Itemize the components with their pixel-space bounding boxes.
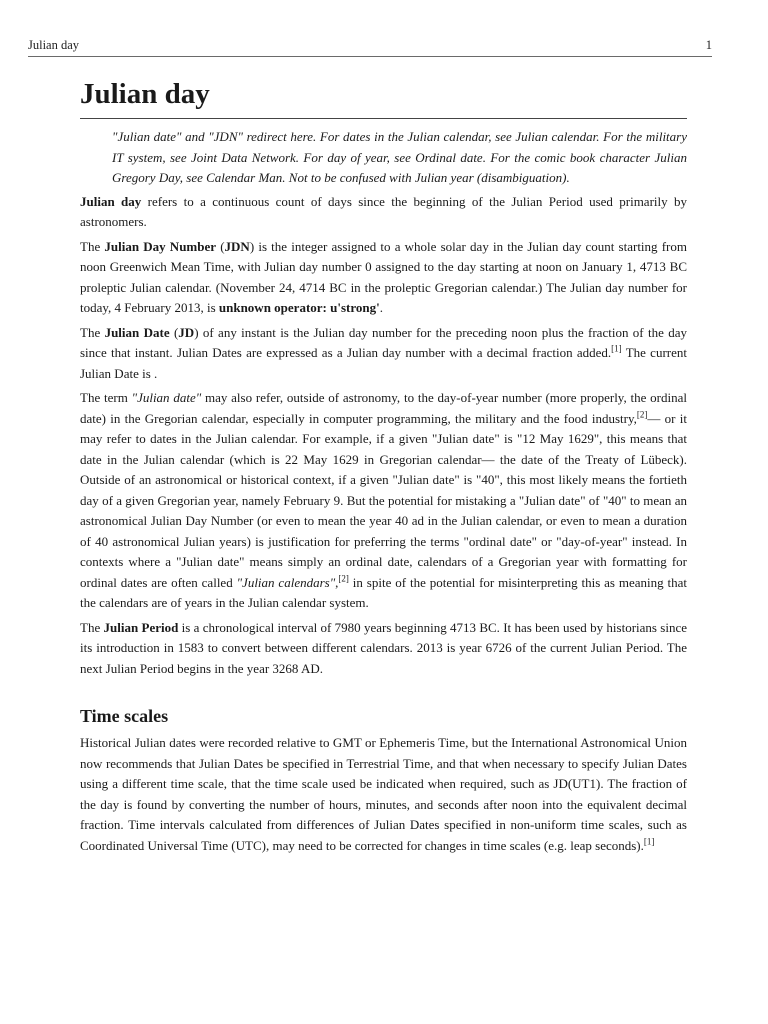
page-title: Julian day <box>80 76 687 119</box>
bold-term: JDN <box>224 238 250 254</box>
hatnote: "Julian date" and "JDN" redirect here. For dates in the Julian calendar, see Julian calendar. For the military IT system, see Joint Data Network. For day of year, see Ordinal date. For the comic book character Julian Gregory Day, see Calendar Man. Not to be confused with Julian year (disambiguation). <box>112 129 687 185</box>
bold-term: JD <box>178 324 195 340</box>
paragraph-text: , <box>335 574 339 590</box>
paragraph-text: The term <box>80 390 132 405</box>
bold-term: Julian Date <box>104 324 170 340</box>
paragraph-text: ( <box>216 238 225 254</box>
italic-term: "Julian calendars" <box>236 574 336 590</box>
paragraph-text: Historical Julian dates were recorded relative to GMT or Ephemeris Time, but the International Astronomical Union now recommends that Julian Dates be specified in Terrestrial Time, and that when necessary to specify Julian Dates using a different time scale, that the time scale used be indicated when required, such as JD(UT1). The fraction of the day is found by converting the number of hours, minutes, and seconds after noon into the equivalent decimal fraction. Time intervals calculated from differences of Julian Dates specified in non-uniform time scales, such as Coordinated Universal Time (UTC), may need to be corrected for changes in time scales (e.g. leap seconds). <box>80 735 687 853</box>
reference-link[interactable]: [2] <box>636 409 648 420</box>
bold-term: unknown operator: u'strong' <box>218 300 380 315</box>
bold-term: Julian Period <box>103 619 179 635</box>
reference-link[interactable]: [1] <box>643 836 655 847</box>
paragraph-text: in spite of the potential for misinterpreting this as meaning that the calendars are of years in the Julian calendar system. <box>80 574 687 610</box>
paragraph-text: The <box>80 619 104 635</box>
paragraph-text: — or it may refer to dates in the Julian calendar. For example, if a given "Julian date" is "12 May 1629", this means that date in the Julian calendar (which is 22 May 1629 in Gregorian calendar— the date of the Treaty of Lübeck). Outside of an astronomical or historical context, if a given "Julian date" is "40", this most likely means the fortieth day of a given Gregorian year, namely February 9. But the potential for mistaking a "Julian date" of "40" to mean an astronomical Julian Day Number (or even to mean the year 40 ad in the Julian calendar, or even to mean a duration of 40 astronomical Julian years) is justification for preferring the terms "ordinal date" or "day-of-year" instead. In contexts where a "Julian date" means simply an ordinal date, calendars of a Gregorian year with formatting for ordinal dates are often called <box>80 410 687 590</box>
bold-term: Julian day <box>80 193 142 209</box>
paragraph-text: . <box>379 300 383 315</box>
paragraph-text: is a chronological interval of 7980 years beginning 4713 BC. It has been used by historians since its introduction in 1583 to convert between different calendars. 2013 is year 6726 of the current Julian Period. The next Julian Period begins in the year 3268 AD. <box>80 619 687 676</box>
paragraph-text: ) of any instant is the Julian day number for the preceding noon plus the fraction of the day since that instant. Julian Dates are expressed as a Julian day number with a decimal fraction added. <box>80 324 687 360</box>
jd-paragraph <box>80 323 687 385</box>
reference-link[interactable]: [1] <box>611 343 622 354</box>
section-heading-time-scales: Time scales <box>80 706 169 726</box>
paragraph-text: refers to a continuous count of days since the beginning of the Julian Period used primarily by astronomers. <box>80 193 687 229</box>
paragraph-text: The current Julian Date is . <box>80 345 687 381</box>
paragraph-text: The <box>80 238 105 254</box>
running-header <box>28 38 712 57</box>
paragraph-text: ) is the integer assigned to a whole solar day in the Julian day count starting from noon Greenwich Mean Time, with Julian day number 0 assigned to the day starting at noon on January 1, 4713 BC proleptic Julian calendar. (November 24, 4714 BC in the proleptic Gregorian calendar.) The Julian day number for today, 4 February 2013, is <box>80 238 687 315</box>
bold-term: Julian Day Number <box>104 238 217 254</box>
intro-paragraph <box>80 192 687 233</box>
article-content <box>80 76 687 856</box>
paragraph-text: may also refer, outside of astronomy, to the day-of-year number (more properly, the ordinal date) in the Gregorian calendar, especially in computer programming, the military and the food industry, <box>80 390 687 426</box>
time-scales-paragraph <box>80 733 687 856</box>
jdn-paragraph <box>80 237 687 319</box>
term-paragraph <box>80 388 687 614</box>
paragraph-text: ( <box>169 324 179 340</box>
italic-term: "Julian date" <box>131 390 202 405</box>
reference-link[interactable]: [2] <box>338 573 349 584</box>
paragraph-text: The <box>80 324 105 340</box>
period-paragraph <box>80 618 687 680</box>
page-number: 1 <box>705 38 712 52</box>
running-header-title: Julian day <box>28 38 80 52</box>
